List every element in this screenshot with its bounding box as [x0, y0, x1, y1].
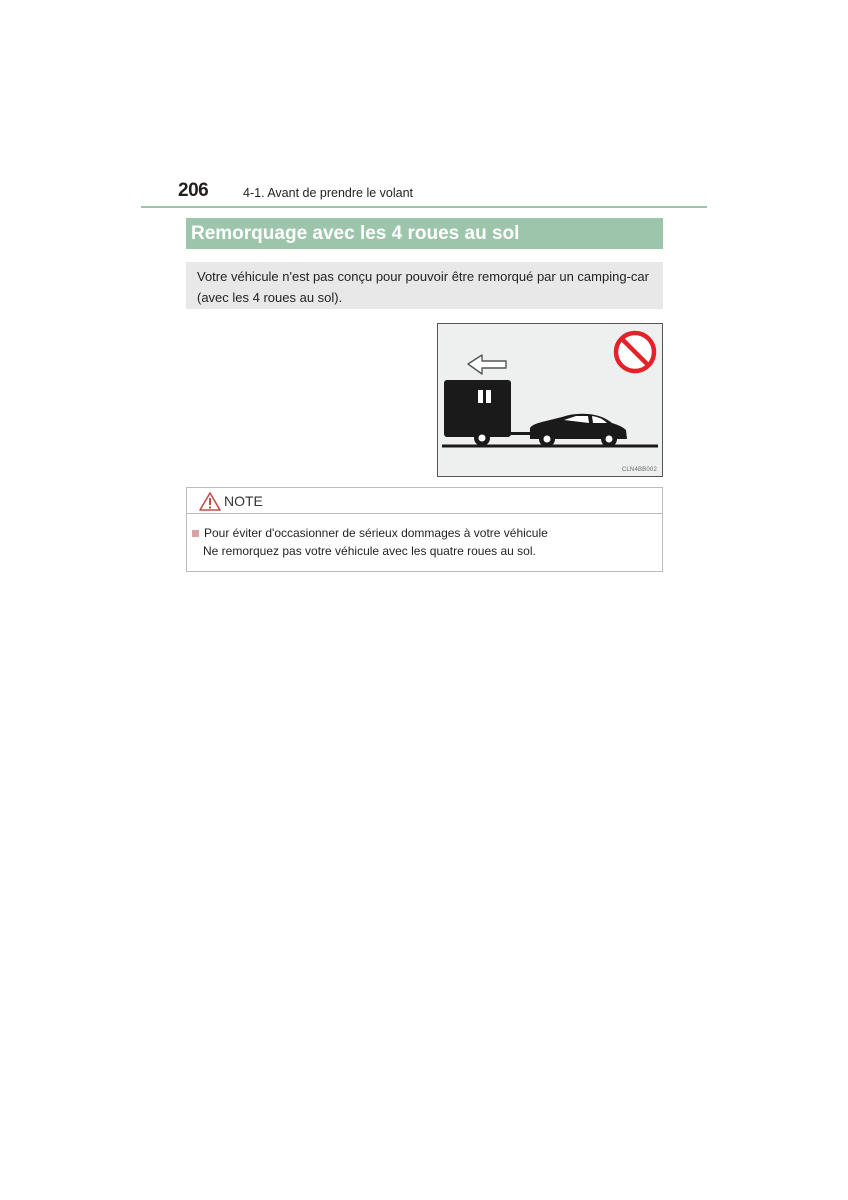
note-subheading-row: [192, 524, 662, 542]
intro-text: Votre véhicule n'est pas conçu pour pouvoir être remorqué par un camping-car (avec les 4 roues au sol).: [186, 262, 663, 309]
arrow-left-icon: [468, 355, 506, 374]
note-content: [187, 514, 662, 560]
section-title: 4-1. Avant de prendre le volant: [243, 186, 414, 200]
topic-title: Remorquage avec les 4 roues au sol: [191, 223, 520, 244]
note-box: [186, 487, 663, 572]
note-body: Ne remorquez pas votre véhicule avec les quatre roues au sol.: [203, 544, 536, 558]
trailer-icon: [444, 380, 533, 446]
header-divider: [141, 206, 707, 208]
prohibition-icon: [616, 333, 654, 371]
towing-illustration: [437, 323, 663, 477]
warning-triangle-icon: [199, 492, 221, 511]
note-subheading: Pour éviter d'occasionner de sérieux dommages à votre véhicule: [204, 526, 548, 540]
page-number: 206: [178, 180, 209, 201]
note-label: NOTE: [224, 493, 263, 509]
car-icon: [530, 414, 627, 447]
image-code: CLN4BB002: [621, 467, 657, 473]
bullet-square-icon: [192, 530, 199, 537]
note-header: [187, 488, 662, 514]
towing-illustration-drawing: [438, 324, 662, 476]
topic-heading: [186, 218, 663, 249]
